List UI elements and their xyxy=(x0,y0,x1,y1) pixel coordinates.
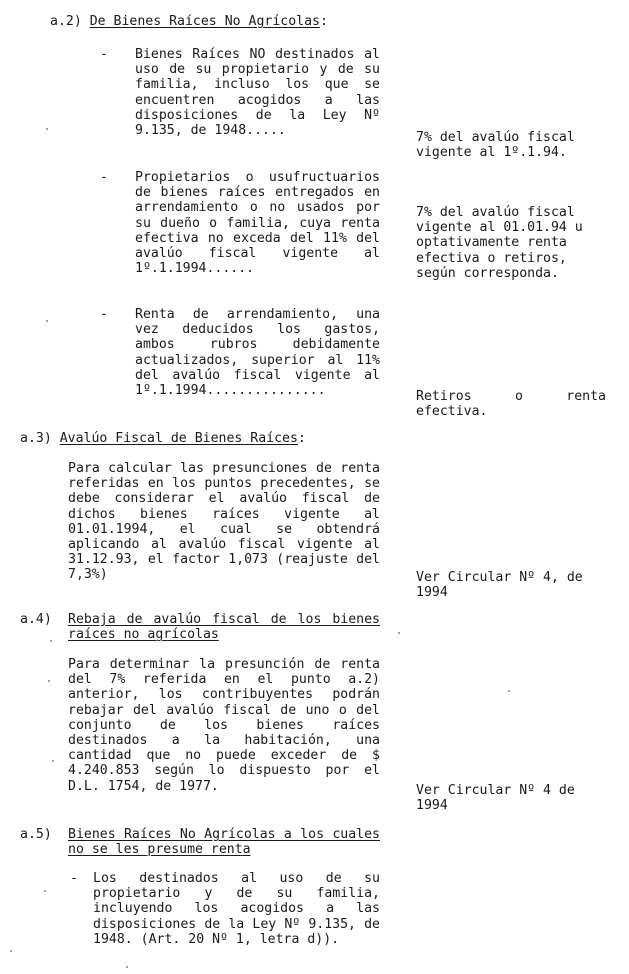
scan-speck xyxy=(126,966,128,968)
paragraph-determinar-presuncion: Para determinar la presunción de renta del 7% referida en el punto a.2) anterior, los contribuyentes podrán rebajar del avalúo fiscal de uno o del conjunto de los bienes raíces destinados a la habitación, una cantidad que no puede exceder de $ 4.240.853 según lo dispuesto por el D.L. 1754, de 1977. xyxy=(68,657,380,794)
scan-speck xyxy=(46,128,48,130)
paragraph-calcular-presunciones: Para calcular las presunciones de renta referidas en los puntos precedentes, se debe considerar el avalúo fiscal de dichos bienes raíces vigente al 01.01.1994, el cual se obtendrá aplicando al avalúo fiscal vigente al 31.12.93, el factor 1,073 (reajuste del 7,3%) xyxy=(68,461,380,583)
scan-speck xyxy=(44,890,46,892)
paragraph-propietarios-usufructuarios: Propietarios o usufructuarios de bienes raíces entregados en arrendamiento o no usados por su dueño o familia, cuya renta efectiva no exceda del 11% del avalúo fiscal vigente al 1º.1.1994...... xyxy=(135,170,380,277)
scan-speck xyxy=(48,680,50,682)
section-a2-heading xyxy=(50,14,328,29)
section-label: a.5) xyxy=(20,827,52,842)
section-title: Bienes Raíces No Agrícolas a los cuales no se les presume renta xyxy=(68,827,380,858)
note-retiros-renta-efectiva: Retiros o renta efectiva. xyxy=(416,389,606,420)
section-title: De Bienes Raíces No Agrícolas xyxy=(89,14,320,29)
section-label: a.3) xyxy=(20,431,52,446)
paragraph-destinados-uso-propietario: Los destinados al uso de su propietario y de su familia, incluyendo los acogidos a las disposiciones de la Ley Nº 9.135, de 1948. (Art. 20 Nº 1, letra d)). xyxy=(93,871,380,947)
bullet-dash: - xyxy=(100,170,108,185)
paragraph-renta-arrendamiento: Renta de arrendamiento, una vez deducidos los gastos, ambos rubros debidamente actualizados, superior al 11% del avalúo fiscal vigente al 1º.1.1994............... xyxy=(135,307,380,399)
scan-speck xyxy=(52,760,54,762)
scan-speck xyxy=(508,690,510,692)
section-title: Rebaja de avalúo fiscal de los bienes raíces no agrícolas xyxy=(68,612,380,643)
bullet-dash: - xyxy=(100,47,108,62)
scan-speck xyxy=(50,640,52,642)
section-title-suffix: : xyxy=(319,14,328,29)
scan-speck xyxy=(46,320,48,322)
section-label: a.4) xyxy=(20,612,52,627)
note-optativamente-renta: 7% del avalúo fiscal vigente al 01.01.94 u optativamente renta efectiva o retiros, según corresponda. xyxy=(416,205,583,281)
section-title-suffix: : xyxy=(297,431,306,446)
section-a4-heading xyxy=(20,612,52,627)
section-label: a.2) xyxy=(50,14,82,29)
scan-speck xyxy=(398,632,400,634)
section-title: Avalúo Fiscal de Bienes Raíces xyxy=(59,431,298,446)
note-ver-circular-4: Ver Circular Nº 4, de 1994 xyxy=(416,570,583,601)
bullet-dash: - xyxy=(100,307,108,322)
paragraph-bienes-no-destinados: Bienes Raíces NO destinados al uso de su propietario y de su familia, incluso los que se encuentren acogidos a las disposiciones de la Ley Nº 9.135, de 1948..... xyxy=(135,47,380,139)
section-a5-heading xyxy=(20,827,52,842)
section-a3-heading xyxy=(20,431,306,446)
note-ver-circular-4-de-1994: Ver Circular Nº 4 de 1994 xyxy=(416,783,575,814)
note-7-percent-vigente: 7% del avalúo fiscal vigente al 1º.1.94. xyxy=(416,130,575,161)
scan-speck xyxy=(10,950,12,952)
bullet-dash: - xyxy=(70,871,78,886)
